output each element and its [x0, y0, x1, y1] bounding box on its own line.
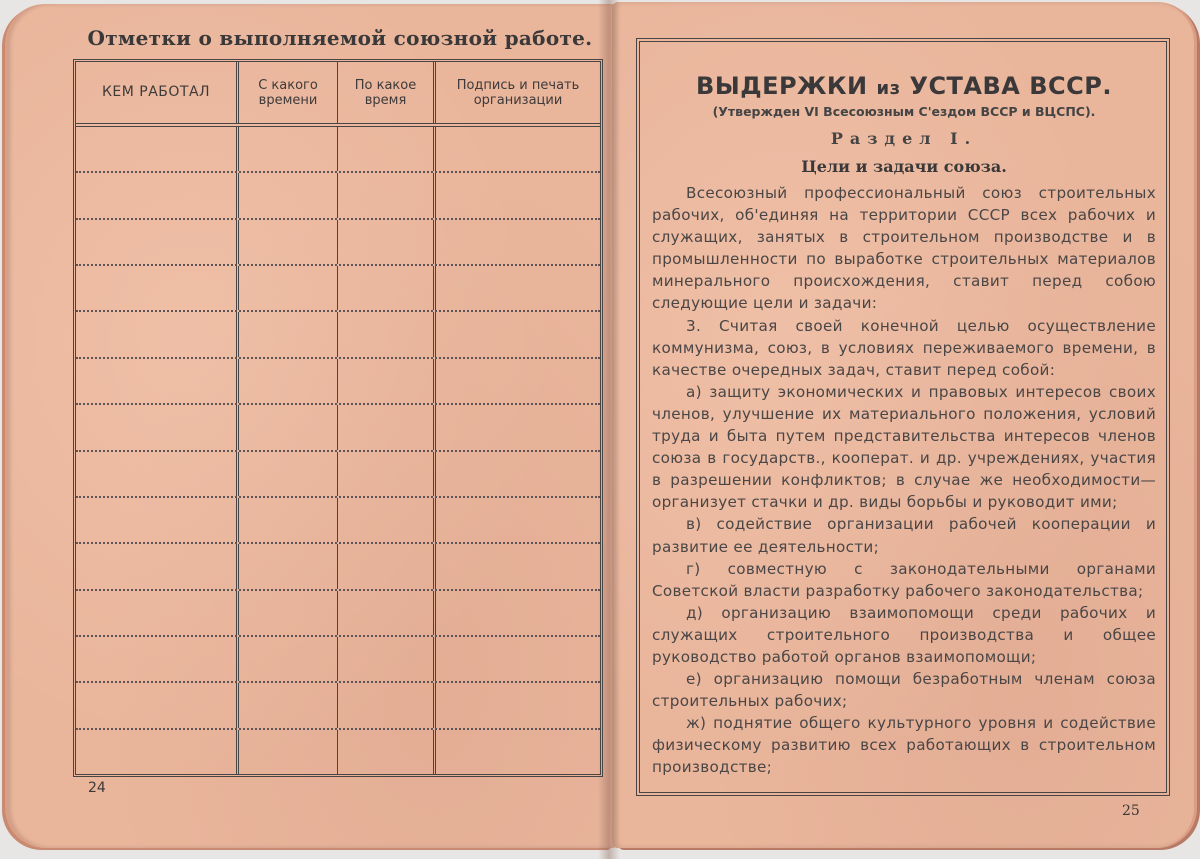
cell-signature	[436, 498, 600, 542]
table-row	[76, 173, 600, 219]
cell-signature	[436, 637, 600, 681]
cell-from-date	[239, 173, 338, 217]
cell-worked-by	[76, 173, 239, 217]
table-header	[76, 62, 600, 127]
title-main: ВЫДЕРЖКИ	[696, 72, 868, 100]
page-number-left: 24	[88, 780, 106, 796]
table-row	[76, 637, 600, 683]
paragraph-v: в) содействие организации рабочей кооперации и развитие ее деятельности;	[652, 515, 1156, 556]
header-signature-stamp: Подпись и печать организации	[456, 77, 580, 108]
table-row	[76, 498, 600, 544]
table-row	[76, 591, 600, 637]
cell-to-date	[338, 405, 436, 449]
header-worked-by: КЕМ РАБОТАЛ	[76, 62, 239, 123]
cell-from-date	[239, 730, 338, 774]
table-row	[76, 359, 600, 405]
cell-signature	[436, 127, 600, 171]
cell-signature	[436, 359, 600, 403]
statute-frame	[636, 38, 1170, 796]
cell-to-date	[338, 127, 436, 171]
table-row	[76, 266, 600, 312]
paragraph-3: 3. Считая своей конечной целью осуществление коммунизма, союз, в условиях переживаемого времени, в качестве очередных задач, ставит перед собой:	[652, 316, 1156, 379]
cell-from-date	[239, 312, 338, 356]
table-row	[76, 544, 600, 590]
section-label: Раздел I.	[830, 129, 978, 148]
table-row	[76, 312, 600, 358]
cell-from-date	[239, 266, 338, 310]
cell-signature	[436, 591, 600, 635]
cell-signature	[436, 405, 600, 449]
cell-to-date	[338, 359, 436, 403]
cell-from-date	[239, 359, 338, 403]
cell-to-date	[338, 544, 436, 588]
cell-worked-by	[76, 127, 239, 171]
cell-worked-by	[76, 405, 239, 449]
table-row	[76, 220, 600, 266]
cell-worked-by	[76, 544, 239, 588]
cell-from-date	[239, 683, 338, 727]
cell-to-date	[338, 498, 436, 542]
table-row	[76, 405, 600, 451]
cell-to-date	[338, 312, 436, 356]
cell-signature	[436, 730, 600, 774]
cell-signature	[436, 452, 600, 496]
statute-subtitle: (Утвержден VI Всесоюзным С'ездом ВССР и ВЦСПС).	[712, 104, 1096, 119]
cell-from-date	[239, 544, 338, 588]
cell-to-date	[338, 266, 436, 310]
cell-worked-by	[76, 312, 239, 356]
statute-content	[652, 72, 1156, 779]
cell-to-date	[338, 591, 436, 635]
table-row	[76, 452, 600, 498]
cell-signature	[436, 266, 600, 310]
page-number-right: 25	[1122, 803, 1140, 819]
cell-to-date	[338, 452, 436, 496]
cell-to-date	[338, 173, 436, 217]
statute-body	[652, 182, 1156, 779]
cell-signature	[436, 683, 600, 727]
cell-worked-by	[76, 730, 239, 774]
table-row	[76, 127, 600, 173]
cell-signature	[436, 312, 600, 356]
title-end: УСТАВА ВССР.	[909, 72, 1112, 100]
paragraph-g: г) совместную с законодательными органами Советской власти разработку рабочего законодательства;	[652, 559, 1156, 600]
statute-title	[652, 72, 1156, 100]
cell-to-date	[338, 683, 436, 727]
cell-worked-by	[76, 683, 239, 727]
cell-from-date	[239, 498, 338, 542]
cell-to-date	[338, 730, 436, 774]
table-body	[76, 127, 600, 774]
paragraph-d: д) организацию взаимопомощи среди рабочих и служащих строительного производства и общее руководство работой органов взаимопомощи;	[652, 603, 1156, 666]
cell-worked-by	[76, 452, 239, 496]
cell-worked-by	[76, 359, 239, 403]
cell-from-date	[239, 405, 338, 449]
section-heading: Цели и задачи союза.	[801, 157, 1007, 176]
cell-to-date	[338, 220, 436, 264]
cell-from-date	[239, 591, 338, 635]
header-from-date: С какого времени	[239, 62, 338, 123]
table-row	[76, 730, 600, 774]
cell-signature	[436, 544, 600, 588]
cell-signature	[436, 220, 600, 264]
cell-to-date	[338, 637, 436, 681]
paragraph-a: а) защиту экономических и правовых интересов своих членов, улучшение их материального положения, условий труда и быта путем представительства интересов членов союза в государств., кооперат. и др. учреждениях, участия в разрешении конфликтов; в случае же необходимости—организует стачки и др. виды борьбы и руководит ими;	[652, 382, 1156, 512]
left-page-title: Отметки о выполняемой союзной работе.	[87, 26, 593, 50]
cell-worked-by	[76, 591, 239, 635]
paragraph-intro: Всесоюзный профессиональный союз строительных рабочих, об'единяя на территории СССР всех рабочих и служащих, занятых в строительном производстве и в промышленности по выработке строительных материалов минерального происхождения, ставит перед собою следующие цели и задачи:	[652, 184, 1156, 313]
cell-from-date	[239, 637, 338, 681]
cell-signature	[436, 173, 600, 217]
title-mid: из	[876, 78, 901, 99]
paragraph-e: е) организацию помощи безработным членам союза строительных рабочих;	[652, 670, 1156, 711]
cell-worked-by	[76, 220, 239, 264]
cell-from-date	[239, 127, 338, 171]
header-to-date: По какое время	[338, 62, 436, 123]
union-work-table	[73, 59, 603, 777]
paragraph-zh: ж) поднятие общего культурного уровня и содействие физическому развитию всех работающих в строительном производстве;	[652, 714, 1156, 777]
table-row	[76, 683, 600, 729]
cell-worked-by	[76, 266, 239, 310]
cell-worked-by	[76, 498, 239, 542]
cell-worked-by	[76, 637, 239, 681]
cell-from-date	[239, 452, 338, 496]
cell-from-date	[239, 220, 338, 264]
